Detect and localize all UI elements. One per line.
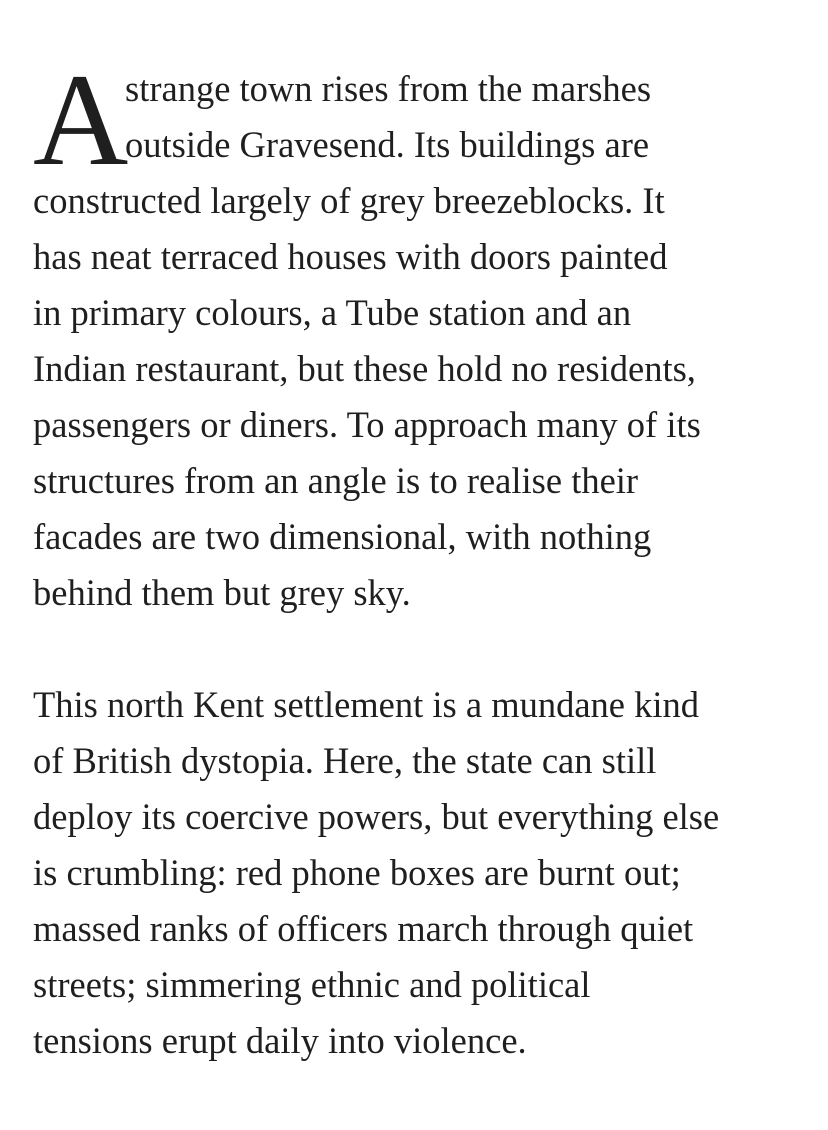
- text-line: is crumbling: red phone boxes are burnt out;: [33, 852, 681, 893]
- text-line: streets; simmering ethnic and political: [33, 964, 591, 1005]
- text-line: strange town rises from the marshes: [125, 68, 652, 109]
- drop-cap: A: [33, 46, 129, 193]
- text-line: facades are two dimensional, with nothing: [33, 516, 652, 557]
- text-line: massed ranks of officers march through quiet: [33, 908, 694, 949]
- text-line: This north Kent settlement is a mundane kind: [33, 684, 700, 725]
- text-line: constructed largely of grey breezeblocks. It: [33, 180, 665, 221]
- paragraph-1: [33, 46, 803, 621]
- text-line: behind them but grey sky.: [33, 572, 411, 613]
- article-body: [33, 46, 803, 1069]
- text-line: has neat terraced houses with doors painted: [33, 236, 668, 277]
- text-line: structures from an angle is to realise their: [33, 460, 639, 501]
- text-line: of British dystopia. Here, the state can still: [33, 740, 657, 781]
- text-line: in primary colours, a Tube station and an: [33, 292, 632, 333]
- text-line: Indian restaurant, but these hold no residents,: [33, 348, 696, 389]
- text-line: passengers or diners. To approach many of its: [33, 404, 701, 445]
- text-line: outside Gravesend. Its buildings are: [125, 124, 650, 165]
- paragraph-2: [33, 677, 803, 1069]
- text-line: tensions erupt daily into violence.: [33, 1020, 527, 1061]
- text-line: deploy its coercive powers, but everything else: [33, 796, 720, 837]
